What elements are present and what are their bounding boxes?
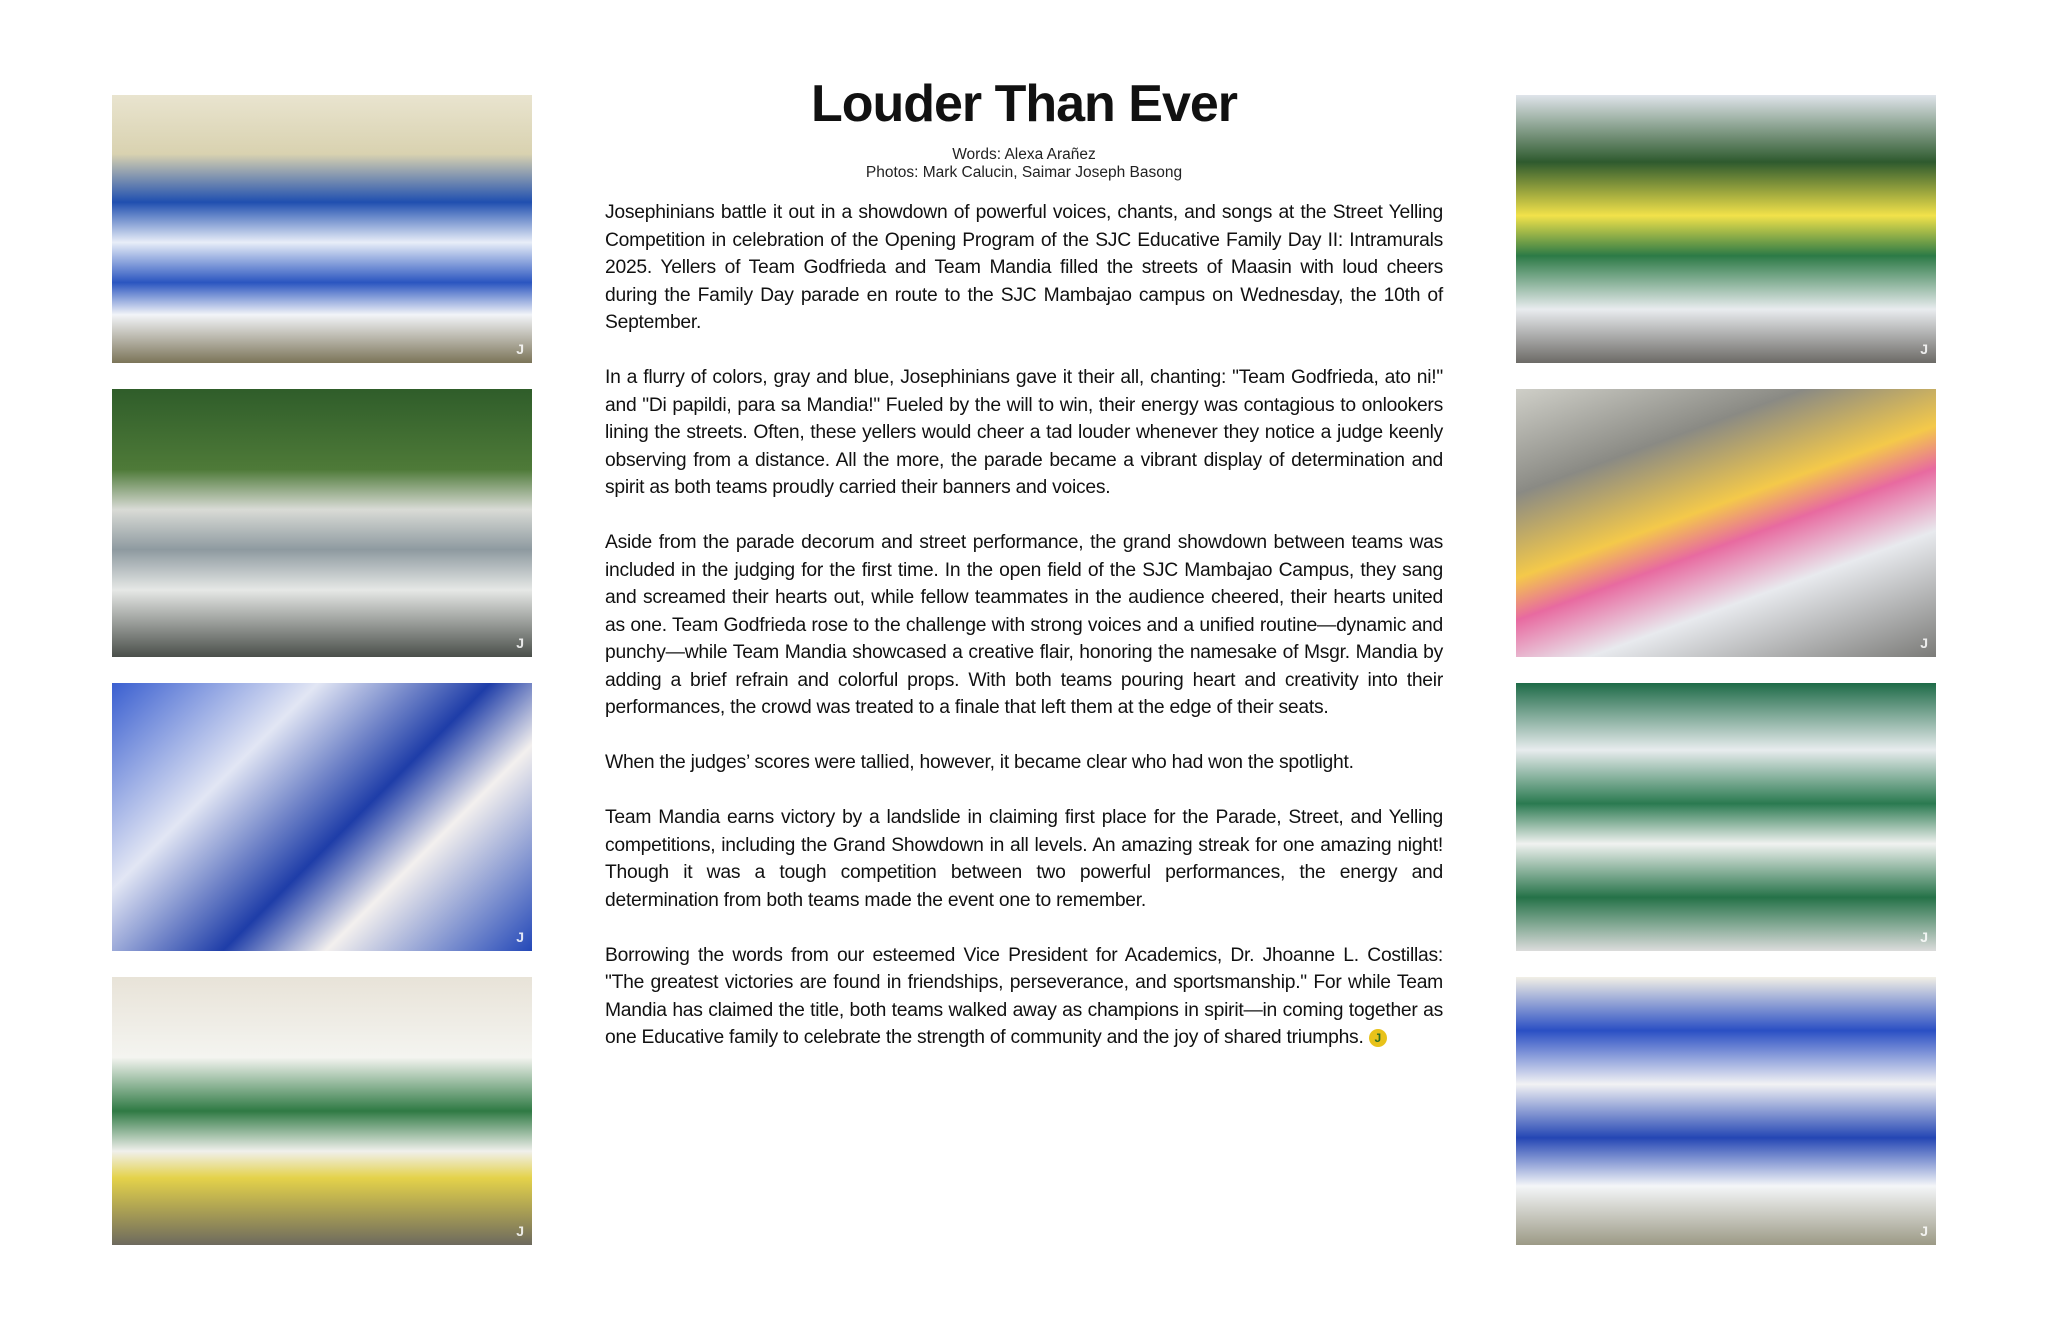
photo-godfrieda-banners [112, 95, 532, 363]
paragraph-last [605, 942, 1443, 1052]
watermark-icon: J [1920, 929, 1928, 945]
photo-blue-performers [1516, 977, 1936, 1245]
photo-yellow-green-flags [1516, 95, 1936, 363]
watermark-icon: J [516, 929, 524, 945]
article-title: Louder Than Ever [810, 75, 1238, 133]
photos-credit: Photos: Mark Calucin, Saimar Joseph Basong [865, 164, 1183, 181]
watermark-icon: J [516, 635, 524, 651]
photo-blue-cheerer [112, 683, 532, 951]
paragraph: Aside from the parade decorum and street performance, the grand showdown between teams was included in the judging for the first time. In the open field of the SJC Mambajao Campus, they sang and screamed their hearts out, while fellow teammates in the audience cheered, their hearts united as one. Team Godfrieda rose to the challenge with strong voices and a unified routine—dynamic and punchy—while Team Mandia showcased a creative flair, honoring the namesake of Msgr. Mandia by adding a brief refrain and colorful props. With both teams pouring heart and creativity into their performances, the crowd was treated to a finale that left them at the edge of their seats. [605, 532, 1443, 718]
photo-street-parade [1516, 389, 1936, 657]
photo-field-crowd [112, 389, 532, 657]
watermark-icon: J [1920, 635, 1928, 651]
paragraph: When the judges’ scores were tallied, however, it became clear who had won the spotlight. [605, 752, 1354, 773]
photo-parade-flags [112, 977, 532, 1245]
paragraph: Team Mandia earns victory by a landslide in claiming first place for the Parade, Street, and Yelling competitions, including the Grand Showdown in all levels. An amazing streak for one amazing night! Though it was a tough competition between two powerful performances, the energy and determination from both teams made the event one to remember. [605, 807, 1443, 911]
paragraph: Josephinians battle it out in a showdown of powerful voices, chants, and songs at the Street Yelling Competition in celebration of the Opening Program of the SJC Educative Family Day II: Intramurals 2025. Yellers of Team Godfrieda and Team Mandia filled the streets of Maasin with loud cheers during the Family Day parade en route to the SJC Mambajao campus on Wednesday, the 10th of September. [605, 202, 1443, 333]
watermark-icon: J [1920, 341, 1928, 357]
watermark-icon: J [516, 341, 524, 357]
paragraph-text: Borrowing the words from our esteemed Vice President for Academics, Dr. Jhoanne L. Costillas: "The greatest victories are found in friendships, perseverance, and sportsmanship." For while Team Mandia has claimed the title, both teams walked away as champions in spirit—in coming together as one Educative family to celebrate the strength of community and the joy of shared triumphs. [605, 944, 1443, 1048]
watermark-icon: J [1920, 1223, 1928, 1239]
end-mark-icon: J [1369, 1029, 1387, 1047]
paragraph: In a flurry of colors, gray and blue, Josephinians gave it their all, chanting: "Team Godfrieda, ato ni!" and "Di papildi, para sa Mandia!" Fueled by the will to win, their energy was contagious to onlookers lining the streets. Often, these yellers would cheer a tad louder whenever they notice a judge keenly observing from a distance. All the more, the parade became a vibrant display of determination and spirit as both teams proudly carried their banners and voices. [605, 367, 1443, 498]
article-body [605, 199, 1443, 1079]
watermark-icon: J [516, 1223, 524, 1239]
photo-green-yellers [1516, 683, 1936, 951]
words-credit: Words: Alexa Arañez [952, 146, 1096, 163]
article-credits [605, 146, 1443, 182]
